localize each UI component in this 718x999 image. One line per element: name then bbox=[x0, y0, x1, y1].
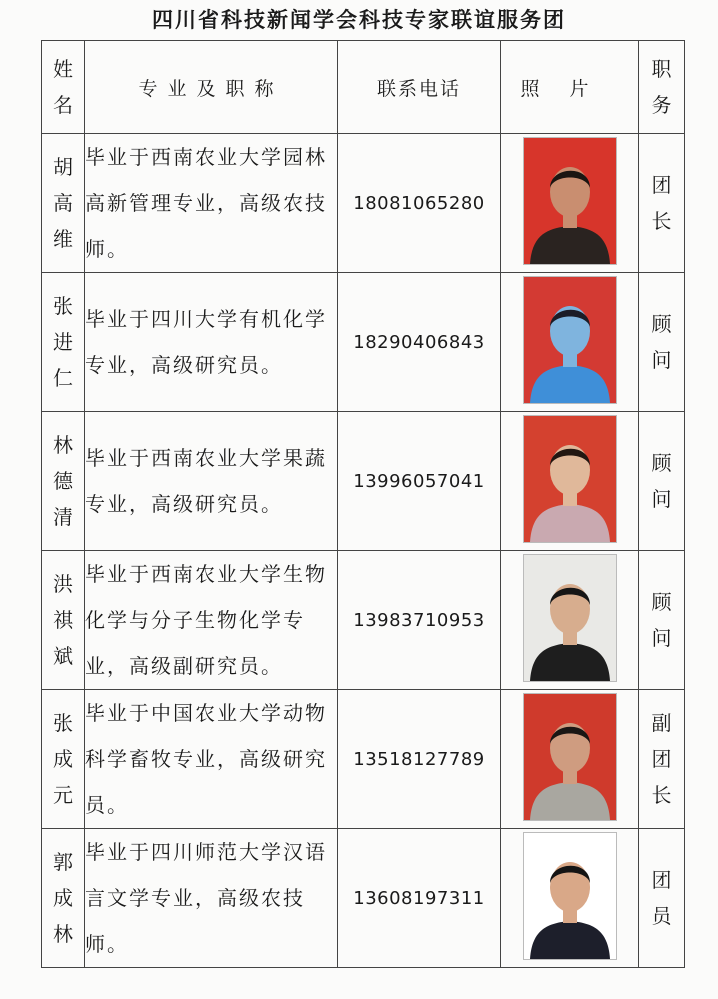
person-name bbox=[42, 134, 85, 273]
person-photo-cell bbox=[501, 412, 639, 551]
person-role-char: 问 bbox=[651, 348, 672, 372]
person-name bbox=[42, 412, 85, 551]
expert-roster-table bbox=[41, 40, 685, 968]
person-phone: 13608197311 bbox=[338, 829, 501, 968]
portrait-photo bbox=[523, 415, 617, 543]
person-phone: 18290406843 bbox=[338, 273, 501, 412]
person-photo-cell bbox=[501, 273, 639, 412]
portrait-photo bbox=[523, 276, 617, 404]
person-role-char: 顾 bbox=[651, 451, 672, 475]
person-photo-cell bbox=[501, 829, 639, 968]
person-name-char: 林 bbox=[53, 433, 73, 457]
person-name-char: 高 bbox=[53, 191, 73, 215]
person-name-char: 进 bbox=[53, 330, 73, 354]
person-role bbox=[639, 829, 685, 968]
person-role-char: 团 bbox=[651, 173, 672, 197]
person-name-char: 仁 bbox=[53, 366, 73, 390]
table-row bbox=[42, 829, 685, 968]
person-role-char: 团 bbox=[651, 868, 672, 892]
header-phone: 联系电话 bbox=[338, 41, 501, 134]
person-role-char: 长 bbox=[651, 783, 672, 807]
person-name-char: 张 bbox=[53, 294, 73, 318]
person-name bbox=[42, 690, 85, 829]
person-role-char: 顾 bbox=[651, 312, 672, 336]
person-name bbox=[42, 273, 85, 412]
table-row bbox=[42, 273, 685, 412]
person-name-char: 德 bbox=[53, 469, 73, 493]
person-role bbox=[639, 551, 685, 690]
person-name-char: 斌 bbox=[53, 644, 73, 668]
person-phone: 13518127789 bbox=[338, 690, 501, 829]
person-phone: 13996057041 bbox=[338, 412, 501, 551]
header-photo: 照片 bbox=[501, 41, 639, 134]
person-name-char: 元 bbox=[53, 783, 73, 807]
person-role-char: 顾 bbox=[651, 590, 672, 614]
header-name bbox=[42, 41, 85, 134]
person-role-char: 团 bbox=[651, 747, 672, 771]
person-role-char: 员 bbox=[651, 904, 672, 928]
person-name-char: 清 bbox=[53, 505, 73, 529]
table-row bbox=[42, 690, 685, 829]
person-name bbox=[42, 829, 85, 968]
table-row bbox=[42, 412, 685, 551]
person-name-char: 成 bbox=[53, 747, 73, 771]
person-name-char: 林 bbox=[53, 922, 73, 946]
portrait-photo bbox=[523, 832, 617, 960]
person-role-char: 副 bbox=[651, 711, 672, 735]
person-photo-cell bbox=[501, 551, 639, 690]
person-role bbox=[639, 412, 685, 551]
header-name-char: 姓 bbox=[53, 57, 73, 81]
table-row bbox=[42, 134, 685, 273]
portrait-photo bbox=[523, 554, 617, 682]
person-name bbox=[42, 551, 85, 690]
person-role-char: 问 bbox=[651, 487, 672, 511]
header-role bbox=[639, 41, 685, 134]
table-row bbox=[42, 551, 685, 690]
person-name-char: 胡 bbox=[53, 155, 73, 179]
header-role-char: 务 bbox=[651, 93, 672, 117]
person-name-char: 洪 bbox=[53, 572, 73, 596]
person-name-char: 祺 bbox=[53, 608, 73, 632]
person-name-char: 张 bbox=[53, 711, 73, 735]
person-major-title: 毕业于西南农业大学果蔬专业，高级研究员。 bbox=[85, 412, 338, 551]
person-photo-cell bbox=[501, 690, 639, 829]
person-name-char: 维 bbox=[53, 227, 73, 251]
person-name-char: 成 bbox=[53, 886, 73, 910]
person-role bbox=[639, 134, 685, 273]
person-major-title: 毕业于西南农业大学生物化学与分子生物化学专业，高级副研究员。 bbox=[85, 551, 338, 690]
person-major-title: 毕业于中国农业大学动物科学畜牧专业，高级研究员。 bbox=[85, 690, 338, 829]
header-name-char: 名 bbox=[53, 93, 73, 117]
header-major: 专业及职称 bbox=[85, 41, 338, 134]
person-photo-cell bbox=[501, 134, 639, 273]
header-role-char: 职 bbox=[651, 57, 672, 81]
person-phone: 18081065280 bbox=[338, 134, 501, 273]
person-role bbox=[639, 690, 685, 829]
person-role-char: 长 bbox=[651, 209, 672, 233]
person-role bbox=[639, 273, 685, 412]
portrait-photo bbox=[523, 693, 617, 821]
person-name-char: 郭 bbox=[53, 850, 73, 874]
document-title: 四川省科技新闻学会科技专家联谊服务团 bbox=[152, 7, 566, 32]
portrait-photo bbox=[523, 137, 617, 265]
person-major-title: 毕业于西南农业大学园林高新管理专业，高级农技师。 bbox=[85, 134, 338, 273]
table-header-row bbox=[42, 41, 685, 134]
person-phone: 13983710953 bbox=[338, 551, 501, 690]
person-major-title: 毕业于四川师范大学汉语言文学专业，高级农技师。 bbox=[85, 829, 338, 968]
person-major-title: 毕业于四川大学有机化学专业，高级研究员。 bbox=[85, 273, 338, 412]
person-role-char: 问 bbox=[651, 626, 672, 650]
